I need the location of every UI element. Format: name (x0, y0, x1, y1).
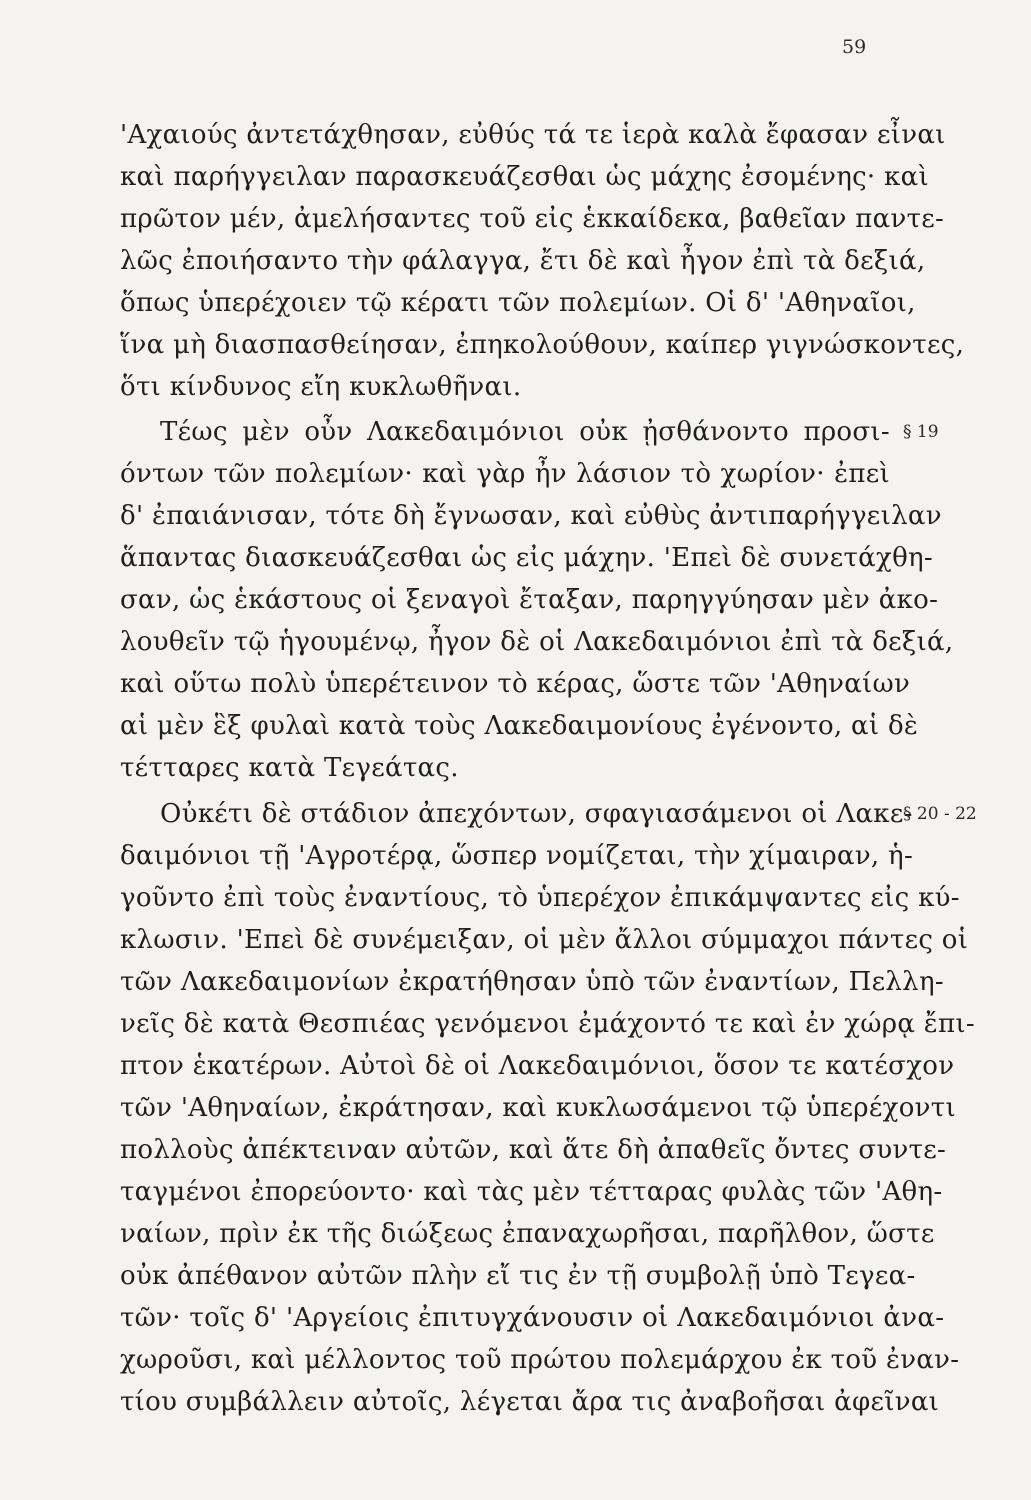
text-line: αἱ μὲν ἓξ φυλαὶ κατὰ τοὺς Λακεδαιμονίους ἐγένοντο, αἱ δὲ (120, 711, 919, 741)
text-line: δαιμόνιοι τῇ 'Αγροτέρᾳ, ὥσπερ νομίζεται, τὴν χίμαιραν, ἡ- (120, 841, 914, 871)
text-line: ταγμένοι ἐπορεύοντο· καὶ τὰς μὲν τέτταρας φυλὰς τῶν 'Αθη- (120, 1177, 943, 1207)
text-line: γοῦντο ἐπὶ τοὺς ἐναντίους, τὸ ὑπερέχον ἐπικάμψαντες εἰς κύ- (120, 883, 960, 913)
page-number: 59 (842, 36, 867, 58)
text-line: ὅτι κίνδυνος εἴη κυκλωθῆναι. (120, 372, 522, 402)
text-line: πτον ἑκατέρων. Αὐτοὶ δὲ οἱ Λακεδαιμόνιοι, ὅσον τε κατέσχον (120, 1051, 955, 1081)
text-line: ὅπως ὑπερέχοιεν τῷ κέρατι τῶν πολεμίων. Οἱ δ' 'Αθηναῖοι, (120, 288, 916, 318)
text-line: οὐκ ἀπέθανον αὐτῶν πλὴν εἴ τις ἐν τῇ συμβολῇ ὑπὸ Τεγεα- (120, 1261, 916, 1291)
text-line: 'Αχαιούς ἀντετάχθησαν, εὐθύς τά τε ἱερὰ καλὰ ἔφασαν εἶναι (120, 120, 946, 150)
text-line: ναίων, πρὶν ἐκ τῆς διώξεως ἐπαναχωρῆσαι, παρῆλθον, ὥστε (120, 1219, 935, 1249)
text-line: χωροῦσι, καὶ μέλλοντος τοῦ πρώτου πολεμάρχου ἐκ τοῦ ἐναν- (120, 1345, 960, 1375)
text-line: κλωσιν. 'Επεὶ δὲ συνέμειξαν, οἱ μὲν ἄλλοι σύμμαχοι πάντες οἱ (120, 925, 969, 955)
text-line: ἵνα μὴ διασπασθείησαν, ἐπηκολούθουν, καίπερ γιγνώσκοντες, (120, 330, 965, 360)
text-line: ἅπαντας διασκευάζεσθαι ὡς εἰς μάχην. 'Επεὶ δὲ συνετάχθη- (120, 543, 933, 573)
text-line: Οὐκέτι δὲ στάδιον ἀπεχόντων, σφαγιασάμενοι οἱ Λακε- (160, 799, 913, 829)
text-line: σαν, ὡς ἑκάστους οἱ ξεναγοὶ ἔταξαν, παρηγγύησαν μὲν ἀκο- (120, 585, 939, 615)
text-line: λουθεῖν τῷ ἡγουμένῳ, ἦγον δὲ οἱ Λακεδαιμόνιοι ἐπὶ τὰ δεξιά, (120, 627, 954, 657)
text-line: πολλοὺς ἀπέκτειναν αὐτῶν, καὶ ἅτε δὴ ἀπαθεῖς ὄντες συντε- (120, 1135, 947, 1165)
text-line: τῶν· τοῖς δ' 'Αργείοις ἐπιτυγχάνουσιν οἱ Λακεδαιμόνιοι ἀνα- (120, 1303, 945, 1333)
text-line: τέτταρες κατὰ Τεγεάτας. (120, 753, 459, 783)
text-line: δ' ἐπαιάνισαν, τότε δὴ ἔγνωσαν, καὶ εὐθὺς ἀντιπαρήγγειλαν (120, 501, 942, 531)
section-ref: § 20 - 22 (903, 804, 977, 824)
text-line: τῶν Λακεδαιμονίων ἐκρατήθησαν ὑπὸ τῶν ἐναντίων, Πελλη- (120, 967, 944, 997)
text-line: τῶν 'Αθηναίων, ἐκράτησαν, καὶ κυκλωσάμενοι τῷ ὑπερέχοντι (120, 1093, 956, 1123)
section-ref: § 19 (903, 422, 939, 442)
text-line: τίου συμβάλλειν αὐτοῖς, λέγεται ἄρα τις ἀναβοῆσαι ἀφεῖναι (120, 1387, 940, 1417)
text-line: καὶ παρήγγειλαν παρασκευάζεσθαι ὡς μάχης ἐσομένης· καὶ (120, 162, 929, 192)
text-line: Τέως μὲν οὖν Λακεδαιμόνιοι οὐκ ᾐσθάνοντο προσι- (160, 417, 890, 447)
text-line: νεῖς δὲ κατὰ Θεσπιέας γενόμενοι ἐμάχοντό τε καὶ ἐν χώρᾳ ἔπι- (120, 1009, 976, 1039)
text-line: λῶς ἐποιήσαντο τὴν φάλαγγα, ἔτι δὲ καὶ ἦγον ἐπὶ τὰ δεξιά, (120, 246, 926, 276)
text-line: όντων τῶν πολεμίων· καὶ γὰρ ἦν λάσιον τὸ χωρίον· ἐπεὶ (120, 459, 890, 489)
text-line: καὶ οὕτω πολὺ ὑπερέτεινον τὸ κέρας, ὥστε τῶν 'Αθηναίων (120, 669, 911, 699)
text-line: πρῶτον μέν, ἀμελήσαντες τοῦ εἰς ἑκκαίδεκα, βαθεῖαν παντε- (120, 204, 945, 234)
